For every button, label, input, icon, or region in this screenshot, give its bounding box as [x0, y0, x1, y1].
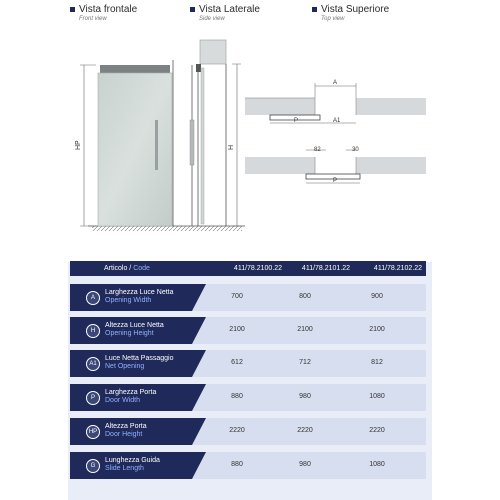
row-value-1: 612 — [231, 359, 243, 366]
side-view-title: Vista Laterale — [199, 4, 260, 15]
top-view-subtitle: Top view — [321, 16, 345, 22]
a1-dimension-label: A1 — [333, 118, 341, 124]
row-value-2: 980 — [299, 461, 311, 468]
dimension-symbol-icon: A1 — [86, 357, 100, 371]
row-label-en: Opening Width — [105, 297, 152, 304]
row-value-3: 1080 — [369, 393, 385, 400]
side-view-drawing — [190, 40, 241, 226]
row-label-en: Opening Height — [105, 330, 154, 337]
row-value-3: 900 — [371, 293, 383, 300]
table-row — [70, 452, 426, 479]
dim-30-label: 30 — [352, 147, 359, 153]
row-label-en: Door Width — [105, 397, 141, 404]
row-value-1: 700 — [231, 293, 243, 300]
top-view-title: Vista Superiore — [321, 4, 390, 15]
article-label: Articolo — [104, 265, 128, 272]
row-value-3: 2220 — [369, 427, 385, 434]
row-value-1: 880 — [231, 393, 243, 400]
table-row — [70, 418, 426, 445]
p-dimension-label: P — [294, 118, 299, 124]
row-value-2: 980 — [299, 393, 311, 400]
top-view-drawing-1 — [245, 80, 426, 124]
row-label-en: Door Height — [105, 431, 143, 438]
dimension-symbol-icon: HP — [86, 425, 100, 439]
table-row — [70, 350, 426, 377]
dimension-symbol-icon: P — [86, 391, 100, 405]
row-value-2: 800 — [299, 293, 311, 300]
dimension-symbol-icon: G — [86, 459, 100, 473]
row-label-it: Altezza Porta — [105, 423, 147, 430]
row-value-2: 712 — [299, 359, 311, 366]
h-dimension-label: H — [228, 144, 235, 150]
row-value-2: 2220 — [297, 427, 313, 434]
code-col-3: 411/78.2102.22 — [373, 265, 423, 272]
front-view-subtitle: Front view — [79, 16, 107, 22]
row-label-it: Lunghezza Guida — [105, 457, 160, 464]
row-label-it: Larghezza Porta — [105, 389, 157, 396]
row-label-en: Slide Length — [105, 465, 144, 472]
row-value-3: 2100 — [369, 326, 385, 333]
table-row — [70, 284, 426, 311]
row-value-1: 2220 — [229, 427, 245, 434]
table-row — [70, 384, 426, 411]
side-view-subtitle: Side view — [199, 16, 225, 22]
article-header: Articolo / Code — [104, 265, 150, 272]
front-view-title: Vista frontale — [79, 4, 138, 15]
code-col-2: 411/78.2101.22 — [301, 265, 351, 272]
top-view-drawing-2 — [245, 147, 426, 184]
row-value-3: 812 — [371, 359, 383, 366]
dim-82-label: 82 — [314, 147, 321, 153]
door-handle — [155, 120, 158, 170]
motor-housing — [200, 40, 226, 64]
row-label-it: Luce Netta Passaggio — [105, 355, 174, 362]
row-label-en: Net Opening — [105, 363, 145, 370]
row-value-3: 1080 — [369, 461, 385, 468]
a-dimension-label: A — [333, 80, 338, 86]
door-track — [100, 65, 170, 73]
row-label-block — [70, 418, 206, 445]
spec-table-header — [70, 261, 426, 276]
row-value-1: 2100 — [229, 326, 245, 333]
p-dimension-label-2: P — [333, 178, 338, 184]
row-label-it: Larghezza Luce Netta — [105, 289, 174, 296]
dimension-symbol-icon: A — [86, 291, 100, 305]
row-value-1: 880 — [231, 461, 243, 468]
row-label-block — [70, 317, 206, 344]
code-col-1: 411/78.2100.22 — [233, 265, 283, 272]
side-handle — [190, 120, 194, 165]
row-label-it: Altezza Luce Netta — [105, 322, 164, 329]
door-edge — [201, 68, 204, 224]
glass-door-panel — [98, 73, 172, 226]
front-view-drawing — [75, 60, 245, 231]
code-label: Code — [133, 265, 150, 272]
row-label-block — [70, 452, 206, 479]
hp-dimension-label: HP — [75, 140, 82, 150]
row-label-block — [70, 284, 206, 311]
dimension-symbol-icon: H — [86, 324, 100, 338]
floor-hatch — [92, 226, 242, 231]
row-value-2: 2100 — [297, 326, 313, 333]
table-row — [70, 317, 426, 344]
row-label-block — [70, 384, 206, 411]
row-label-block — [70, 350, 206, 377]
